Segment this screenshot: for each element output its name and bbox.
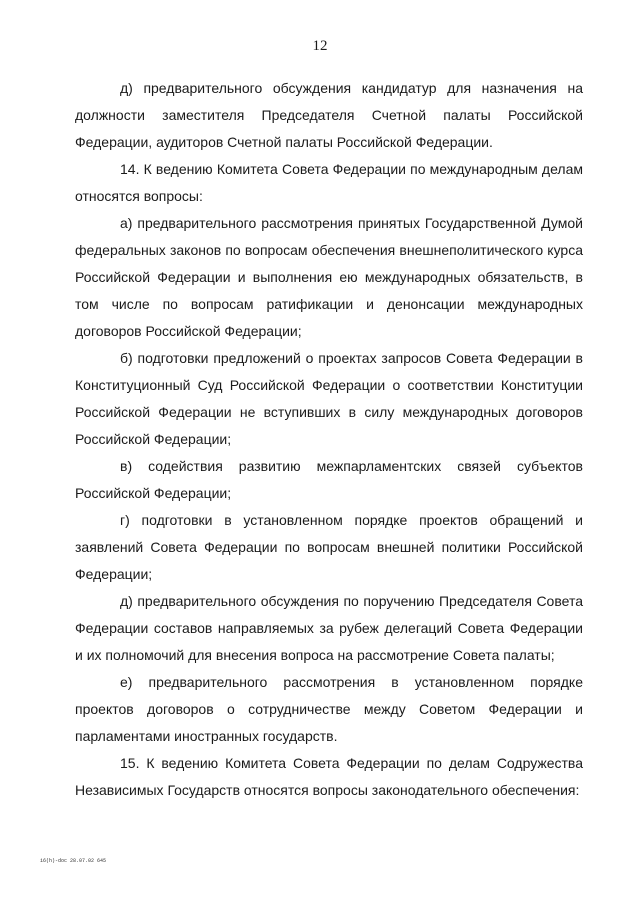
paragraph-item-a: а) предварительного рассмотрения принятых Государственной Думой федеральных законов по вопросам обеспечения внешнеполитического курса Российской Федерации и выполнения ею международных обязательств, в том числе по вопросам ратификации и денонсации международных договоров Российской Федерации; [75,215,583,339]
footer-file-reference: i6(h)-doc 28.07.02 645 [40,858,107,864]
paragraph-item-b: б) подготовки предложений о проектах запросов Совета Федерации в Конституционный Суд Российской Федерации о соответствии Конституции Российской Федерации не вступивших в силу международных договоров Российской Федерации; [75,350,583,447]
paragraph-item-d-delegations: д) предварительного обсуждения по поручению Председателя Совета Федерации составов направляемых за рубеж делегаций Совета Федерации и их полномочий для внесения вопроса на рассмотрение Совета палаты; [75,593,583,663]
paragraph-item-d-audit: д) предварительного обсуждения кандидатур для назначения на должности заместителя Председателя Счетной палаты Российской Федерации, аудиторов Счетной палаты Российской Федерации. [75,80,583,150]
paragraph-clause-14: 14. К ведению Комитета Совета Федерации по международным делам относятся вопросы: [75,161,583,204]
paragraph-item-g: г) подготовки в установленном порядке проектов обращений и заявлений Совета Федерации по вопросам внешней политики Российской Федерации; [75,512,583,582]
paragraph-clause-15: 15. К ведению Комитета Совета Федерации по делам Содружества Независимых Государств относятся вопросы законодательного обеспечения: [75,755,583,798]
paragraph-item-v: в) содействия развитию межпарламентских связей субъектов Российской Федерации; [75,458,583,501]
page-number: 12 [312,38,328,54]
paragraph-item-e: е) предварительного рассмотрения в установленном порядке проектов договоров о сотрудничестве между Советом Федерации и парламентами иностранных государств. [75,674,583,744]
document-body [75,75,583,804]
